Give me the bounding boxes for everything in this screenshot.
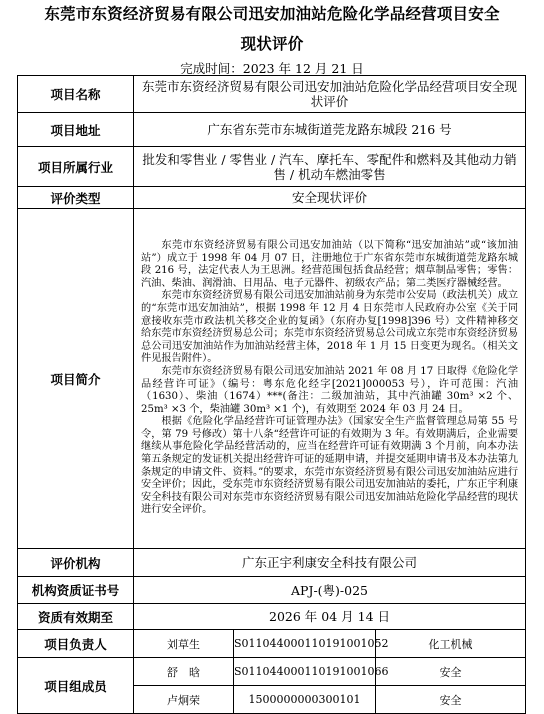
leader-name: 刘草生 xyxy=(134,630,234,658)
label-cert-no: 机构资质证书号 xyxy=(18,577,134,604)
row-leader xyxy=(18,630,526,658)
brief-paragraph: 东莞市东资经济贸易有限公司迅安加油站 2021 年 08 月 17 日取得《危险化学品经营许可证》（编号：粤东危化经字[2021]000053 号），许可范围：汽油（1630）、柴油（1674）***(备注：二级加油站，其中汽油罐 30m³ ×2 个、25m³ ×3 个，柴油罐 30m³ ×1 个)，有效期至 2024 年 03 月 24 日。 xyxy=(141,365,519,415)
member-specialty: 安全 xyxy=(376,686,526,714)
member-name: 卢炯荣 xyxy=(134,686,234,714)
row-member xyxy=(18,658,526,686)
brief-paragraph: 根据《危险化学品经营许可证管理办法》（国家安全生产监督管理总局第 55 号令，第 79 号修改）第十八条“经营许可证的有效期为 3 年。有效期满后，企业需要继续从事危险化学品经营活动的，应当在经营许可证有效期满 3 个月前，向本办法第五条规定的发证机关提出经营许可证的延期申请，并提交延期申请书及本办法第九条规定的申请文件、资料。”的要求，东莞市东资经济贸易有限公司迅安加油站应进行安全评价；因此，受东莞市东资经济贸易有限公司迅安加油站的委托，广东正宇利康安全科技有限公司对东莞市东资经济贸易有限公司迅安加油站危险化学品经营的现状进行安全评价。 xyxy=(141,416,519,516)
label-brief: 项目简介 xyxy=(18,209,134,549)
value-brief xyxy=(134,209,526,549)
label-agency: 评价机构 xyxy=(18,549,134,577)
row-project-address xyxy=(18,113,526,147)
value-agency: 广东正宇利康安全科技有限公司 xyxy=(134,549,526,577)
label-industry: 项目所属行业 xyxy=(18,147,134,187)
row-eval-type xyxy=(18,187,526,209)
label-leader: 项目负责人 xyxy=(18,630,134,658)
member-specialty: 安全 xyxy=(376,658,526,686)
completion-date: 完成时间：2023 年 12 月 21 日 xyxy=(180,61,364,76)
member-name: 舒 晗 xyxy=(134,658,234,686)
leader-specialty: 化工机械 xyxy=(376,630,526,658)
info-table xyxy=(17,75,526,714)
brief-paragraph: 东莞市东资经济贸易有限公司迅安加油站前身为东莞市公安局（政法机关）成立的“东莞市迅安加油站”，根据 1998 年 12 月 4 日东莞市人民政府办公室《关于同意接收东莞市政法机关移交企业的复函》（东府办复[1998]396 号）文件精神移交给东莞市东资经济贸易总公司；东莞市东资经济贸易总公司成立东莞市东资经济贸易总公司迅安加油站作为加油站经营主体，2018 年 1 月 15 日变更为现名。（相关文件见报告附件）。 xyxy=(141,290,519,365)
report-title-line2: 现状评价 xyxy=(240,35,304,53)
member-cert: 1500000000300101 xyxy=(234,686,376,714)
label-eval-type: 评价类型 xyxy=(18,187,134,209)
value-project-address: 广东省东莞市东城街道莞龙路东城段 216 号 xyxy=(134,113,526,147)
row-cert-expiry xyxy=(18,604,526,630)
row-industry xyxy=(18,147,526,187)
label-members: 项目组成员 xyxy=(18,658,134,714)
value-cert-no: APJ-(粤)-025 xyxy=(134,577,526,604)
value-project-name: 东莞市东资经济贸易有限公司迅安加油站危险化学品经营项目安全现状评价 xyxy=(134,76,526,113)
row-brief xyxy=(18,209,526,549)
row-project-name xyxy=(18,76,526,113)
member-cert: S011044000110191001066 xyxy=(234,658,376,686)
label-cert-expiry: 资质有效期至 xyxy=(18,604,134,630)
row-cert-no xyxy=(18,577,526,604)
report-title-line1: 东莞市东资经济贸易有限公司迅安加油站危险化学品经营项目安全 xyxy=(44,5,500,23)
row-agency xyxy=(18,549,526,577)
value-industry: 批发和零售业 / 零售业 / 汽车、摩托车、零配件和燃料及其他动力销售 / 机动车燃油零售 xyxy=(134,147,526,187)
leader-cert: S011044000110191001052 xyxy=(234,630,376,658)
label-project-address: 项目地址 xyxy=(18,113,134,147)
brief-paragraph: 东莞市东资经济贸易有限公司迅安加油站（以下简称“迅安加油站”或“该加油站”）成立于 1998 年 04 月 07 日，注册地位于广东省东莞市东城街道莞龙路东城段 216 号，法定代表人为王思洲。经营范围包括食品经营；烟草制品零售；零售：汽油、柴油、润滑油、日用品、电子元器件、初级农产品；第二类医疗器械经营。 xyxy=(141,239,519,289)
value-eval-type: 安全现状评价 xyxy=(134,187,526,209)
label-project-name: 项目名称 xyxy=(18,76,134,113)
value-cert-expiry: 2026 年 04 月 14 日 xyxy=(134,604,526,630)
